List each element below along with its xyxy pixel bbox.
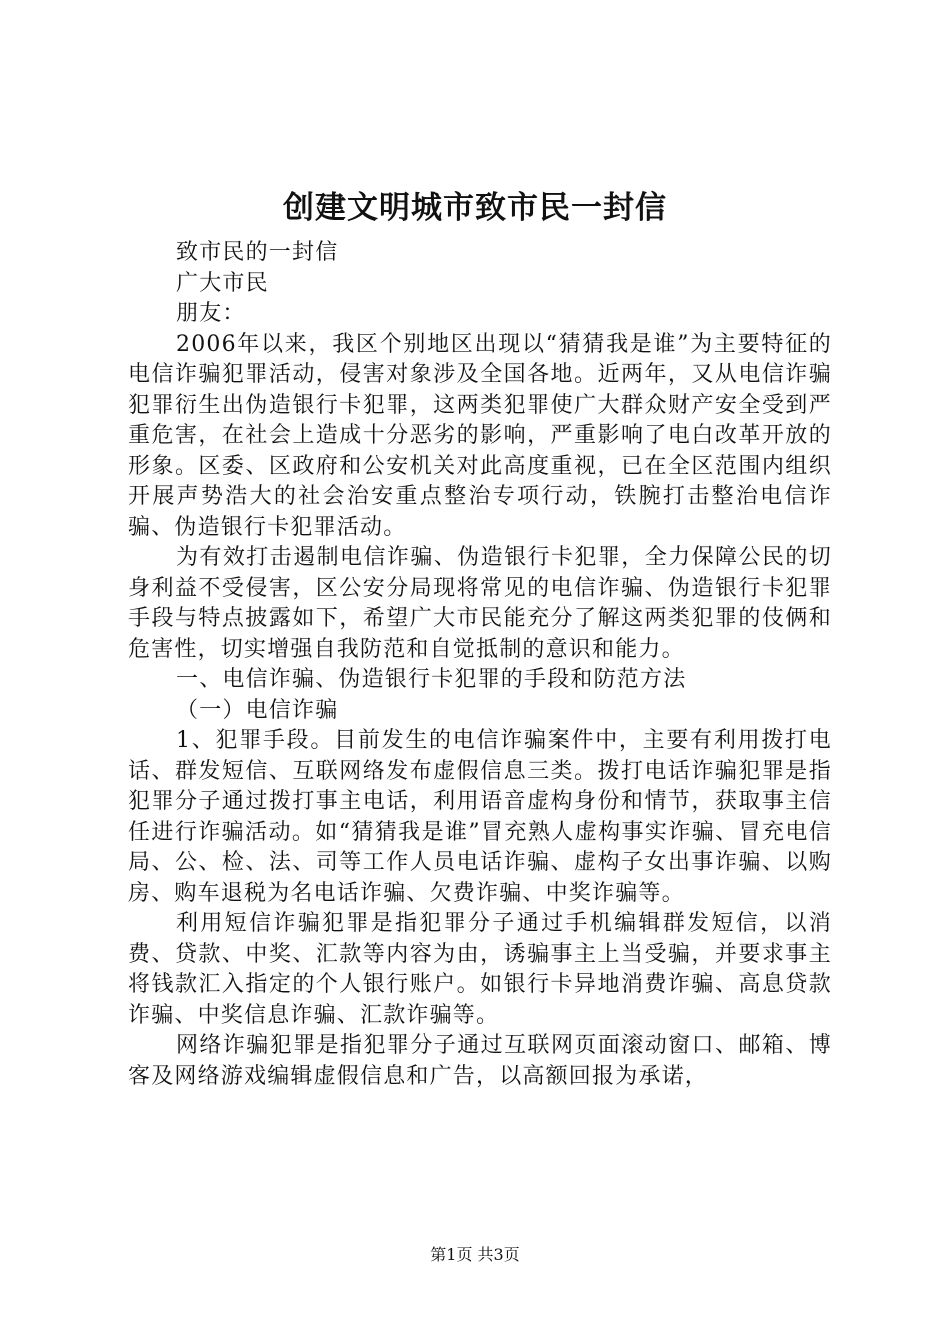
paragraph-internet-fraud: 网络诈骗犯罪是指犯罪分子通过互联网页面滚动窗口、邮箱、博客及网络游戏编辑虚假信息和广告，以高额回报为承诺，: [128, 1033, 832, 1089]
paragraph-background: 2006年以来，我区个别地区出现以“猜猜我是谁”为主要特征的电信诈骗犯罪活动，侵害对象涉及全国各地。近两年，又从电信诈骗犯罪衍生出伪造银行卡犯罪，这两类犯罪使广大群众财产安全受到严重危害，在社会上造成十分恶劣的影响，严重影响了电白改革开放的形象。区委、区政府和公安机关对此高度重视，已在全区范围内组织开展声势浩大的社会治安重点整治专项行动，铁腕打击整治电信诈骗、伪造银行卡犯罪活动。: [128, 331, 832, 540]
paragraph-salutation-heading: 致市民的一封信: [176, 240, 339, 265]
paragraph-sms-fraud: 利用短信诈骗犯罪是指犯罪分子通过手机编辑群发短信，以消费、贷款、中奖、汇款等内容为由，诱骗事主上当受骗，并要求事主将钱款汇入指定的个人银行账户。如银行卡异地消费诈骗、高息贷款诈骗、中奖信息诈骗、汇款诈骗等。: [128, 911, 832, 1028]
page-number-footer: 第1页 共3页: [430, 1245, 520, 1264]
document-title: 创建文明城市致市民一封信: [283, 190, 667, 226]
section-heading-1: 一、电信诈骗、伪造银行卡犯罪的手段和防范方法: [176, 667, 687, 692]
paragraph-greeting: 朋友：: [176, 301, 246, 326]
document-body: [128, 238, 832, 1092]
paragraph-phone-fraud: 1、犯罪手段。目前发生的电信诈骗案件中，主要有利用拨打电话、群发短信、互联网络发布虚假信息三类。拨打电话诈骗犯罪是指犯罪分子通过拨打事主电话，利用语音虚构身份和情节，获取事主信任进行诈骗活动。如“猜猜我是谁”冒充熟人虚构事实诈骗、冒充电信局、公、检、法、司等工作人员电话诈骗、虚构子女出事诈骗、以购房、购车退税为名电话诈骗、欠费诈骗、中奖诈骗等。: [128, 728, 832, 906]
paragraph-recipient: 广大市民: [176, 270, 269, 296]
paragraph-purpose: 为有效打击遏制电信诈骗、伪造银行卡犯罪，全力保障公民的切身利益不受侵害，区公安分局现将常见的电信诈骗、伪造银行卡犯罪手段与特点披露如下，希望广大市民能充分了解这两类犯罪的伎俩和危害性，切实增强自我防范和自觉抵制的意识和能力。: [128, 545, 832, 662]
subsection-heading-1: （一）电信诈骗: [176, 697, 339, 723]
